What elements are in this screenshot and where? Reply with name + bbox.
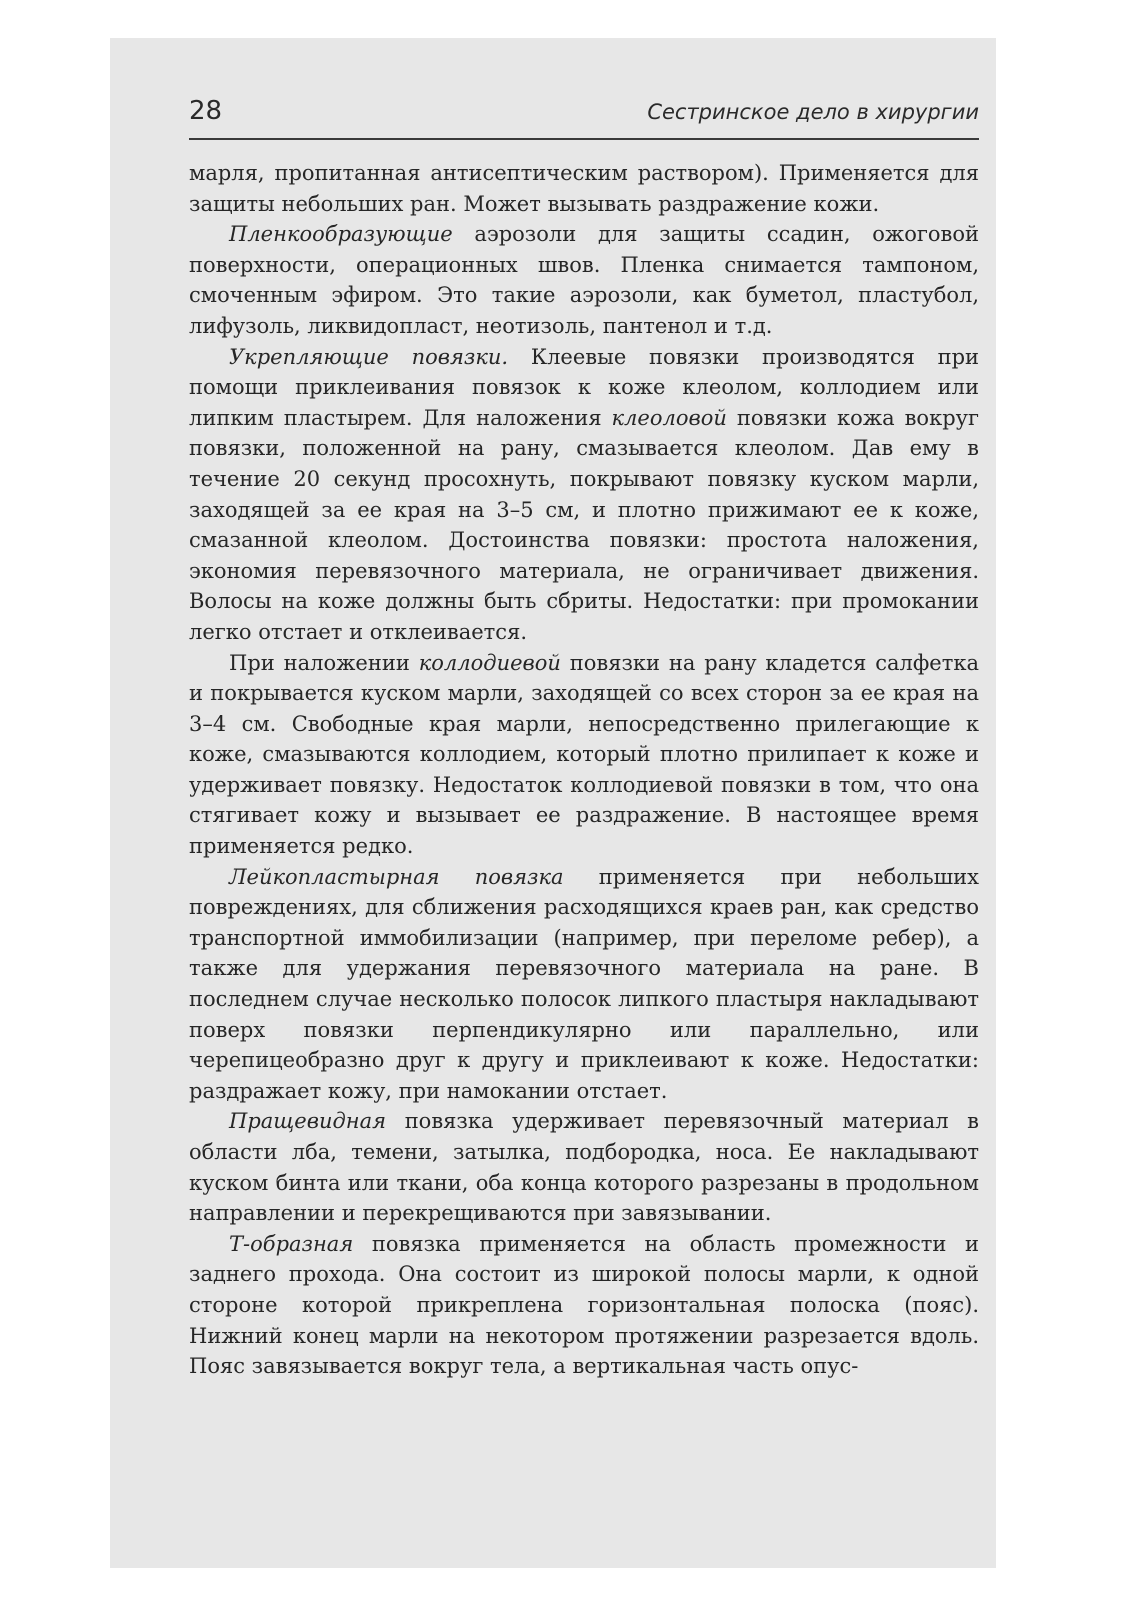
paragraph	[189, 1229, 979, 1382]
book-page	[110, 38, 996, 1568]
text-run: повязка применяется на область промежности и заднего прохода. Она состоит из широкой полосы марли, к одной стороне которой прикреплена горизонтальная полоска (пояс). Нижний конец марли на некотором протяжении разрезается вдоль. Пояс завязывается вокруг тела, а вертикальная часть опус-	[189, 1231, 979, 1379]
text-run: повязки кожа вокруг повязки, положенной на рану, смазывается клеолом. Дав ему в течение 20 секунд просохнуть, покрывают повязку куском марли, заходящей за ее края на 3–5 см, и плотно прижимают ее к коже, смазанной клеолом. Достоинства повязки: простота наложения, экономия перевязочного материала, не ограничивает движения. Волосы на коже должны быть сбриты. Недостатки: при промокании легко отстает и отклеивается.	[189, 405, 979, 644]
paragraph	[189, 648, 979, 862]
text-run: повязка удерживает перевязочный материал в области лба, темени, затылка, подбородка, носа. Ее накладывают куском бинта или ткани, оба конца которого разрезаны в продольном направлении и перекрещиваются при завязывании.	[189, 1109, 979, 1226]
italic-term: коллодиевой	[418, 650, 561, 675]
paragraph	[189, 862, 979, 1107]
text-run: марля, пропитанная антисептическим раствором). Применяется для защиты небольших ран. Может вызывать раздражение кожи.	[189, 161, 979, 216]
text-run: Клеевые повязки производятся при помощи приклеивания повязок к коже клеолом, коллодием или липким пластырем. Для наложения	[189, 344, 980, 430]
page-number: 28	[189, 96, 223, 126]
paragraph	[189, 219, 979, 341]
italic-term: Лейкопластырная повязка	[229, 864, 564, 889]
italic-term: Пленкообразующие	[229, 222, 453, 247]
paragraph	[189, 342, 979, 648]
paragraph	[189, 158, 979, 219]
paragraph	[189, 1106, 979, 1228]
italic-term: Пращевидная	[229, 1109, 387, 1134]
italic-term: Т-образная	[229, 1231, 354, 1256]
text-run: применяется при небольших повреждениях, для сближения расходящихся краев ран, как средство транспортной иммобилизации (например, при переломе ребер), а также для удержания перевязочного материала на ране. В последнем случае несколько полосок липкого пластыря накладывают поверх повязки перпендикулярно или параллельно, или черепицеобразно друг к другу и приклеивают к коже. Недостатки: раздражает кожу, при намокании отстает.	[189, 864, 979, 1103]
text-run: аэрозоли для защиты ссадин, ожоговой поверхности, операционных швов. Пленка снимается тампоном, смоченным эфиром. Это такие аэрозоли, как буметол, пластубол, лифузоль, ликвидопласт, неотизоль, пантенол и т.д.	[189, 222, 979, 338]
text-run: При наложении	[229, 650, 419, 675]
italic-term: Укрепляющие повязки.	[229, 344, 509, 369]
italic-term: клеоловой	[611, 405, 727, 430]
text-run: повязки на рану кладется салфетка и покрывается куском марли, заходящей со всех сторон за ее края на 3–4 см. Свободные края марли, непосредственно прилегающие к коже, смазываются коллодием, который плотно прилипает к коже и удерживает повязку. Недостаток коллодиевой повязки в том, что она стягивает кожу и вызывает ее раздражение. В настоящее время применяется редко.	[189, 650, 979, 859]
body-text	[189, 158, 979, 1382]
page-header	[189, 94, 979, 140]
running-title: Сестринское дело в хирургии	[647, 100, 979, 124]
page-content	[189, 94, 979, 1382]
